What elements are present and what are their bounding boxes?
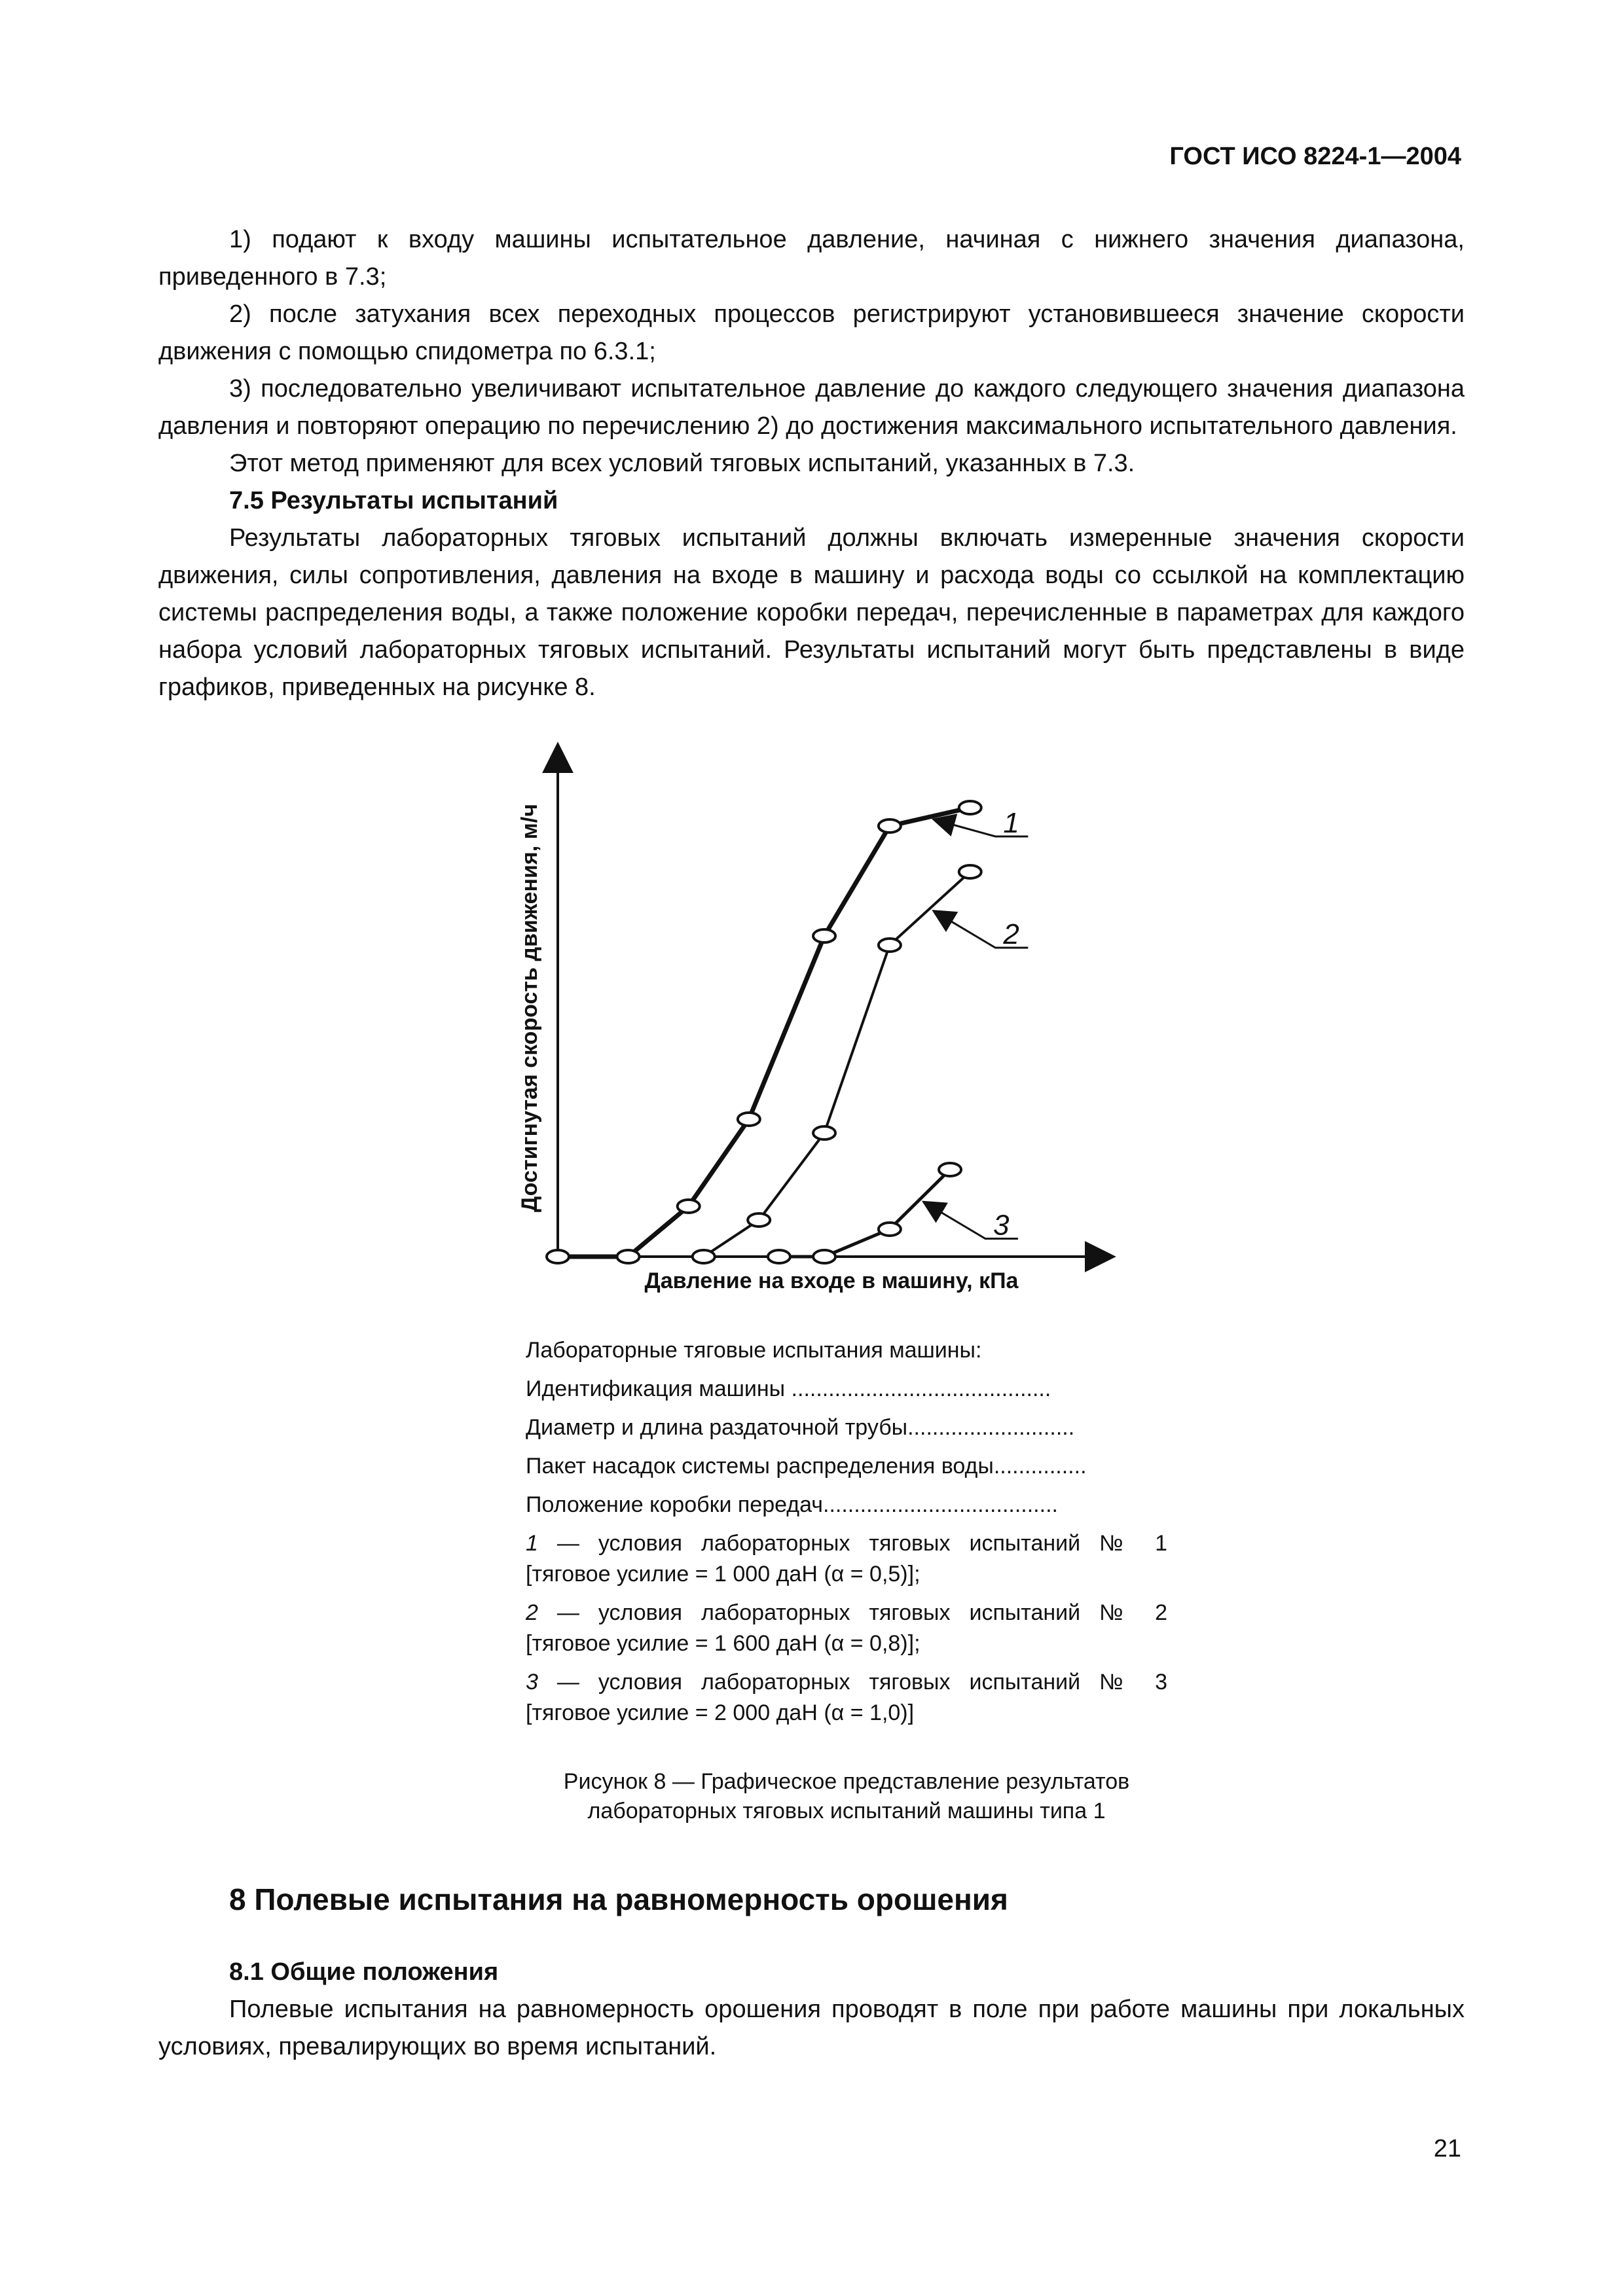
figure-caption	[526, 1767, 1167, 1826]
condition-number: 1	[526, 1531, 538, 1556]
condition-detail: [тяговое усилие = 2 000 даН (α = 1,0)]	[526, 1700, 915, 1725]
page-number: 21	[1433, 2135, 1461, 2162]
series-line	[558, 808, 970, 1257]
data-point	[748, 1213, 770, 1227]
x-axis-label: Давление на входе в машину, кПа	[644, 1268, 1019, 1293]
data-point	[813, 1250, 835, 1263]
series-label: 3	[993, 1209, 1010, 1242]
list-item: 3) последовательно увеличивают испытательное давление до каждого следующего значения диапазона давления и повторяют операцию по перечислению 2) до достижения максимального испытательного давления.	[158, 375, 1465, 440]
data-point	[813, 929, 835, 942]
subsection-heading-8-1: 8.1 Общие положения	[229, 1958, 499, 1986]
field-machine-id: Идентификация машины ..........................................	[526, 1376, 1051, 1401]
data-point	[617, 1250, 640, 1263]
caption-line: лабораторных тяговых испытаний машины типа 1	[587, 1799, 1106, 1823]
condition-number: 2	[526, 1600, 538, 1625]
condition-text: — условия лабораторных тяговых испытаний № 3	[538, 1670, 1167, 1695]
data-point	[879, 1223, 901, 1236]
condition-detail: [тяговое усилие = 1 000 даН (α = 0,5)];	[526, 1562, 921, 1587]
paragraph: Этот метод применяют для всех условий тяговых испытаний, указанных в 7.3.	[229, 450, 1135, 477]
field-pipe: Диаметр и длина раздаточной трубы...........................	[526, 1415, 1075, 1440]
list-item: 1) подают к входу машины испытательное давление, начиная с нижнего значения диапазона, приведенного в 7.3;	[158, 226, 1465, 291]
condition-text: — условия лабораторных тяговых испытаний № 1	[538, 1531, 1167, 1556]
field-gearbox: Положение коробки передач......................................	[526, 1492, 1058, 1517]
data-point	[693, 1250, 715, 1263]
data-point	[959, 801, 981, 814]
paragraph: Результаты лабораторных тяговых испытаний должны включать измеренные значения скорости движения, силы сопротивления, давления на входе в машину и расхода воды со ссылкой на комплектацию системы распределения воды, а также положение коробки передач, перечисленные в параметрах для каждого набора условий лабораторных тяговых испытаний. Результаты испытаний могут быть представлены в виде графиков, приведенных на рисунке 8.	[158, 524, 1465, 701]
data-point	[547, 1250, 569, 1263]
data-point	[678, 1200, 700, 1213]
document-code: ГОСТ ИСО 8224-1—2004	[1169, 143, 1461, 170]
data-point	[959, 865, 981, 878]
series-line	[779, 1170, 950, 1257]
section-8-body	[158, 1954, 1465, 2066]
list-item: 2) после затухания всех переходных процессов регистрируют установившееся значение скорости движения с помощью спидометра по 6.3.1;	[158, 300, 1465, 365]
section-heading-8: 8 Полевые испытания на равномерность орошения	[229, 1882, 1008, 1916]
legend-intro: Лабораторные тяговые испытания машины:	[526, 1338, 982, 1363]
series-3	[768, 1163, 1018, 1263]
condition-2	[526, 1598, 1167, 1659]
condition-number: 3	[526, 1670, 538, 1695]
condition-text: — условия лабораторных тяговых испытаний № 2	[538, 1600, 1167, 1625]
data-point	[879, 819, 901, 833]
condition-1	[526, 1528, 1167, 1590]
series-1	[547, 801, 1028, 1263]
series-line	[704, 872, 970, 1257]
condition-3	[526, 1667, 1167, 1729]
paragraph: Полевые испытания на равномерность орошения проводят в поле при работе машины при локальных условиях, превалирующих во время испытаний.	[158, 1996, 1465, 2060]
data-point	[879, 939, 901, 952]
series-label: 2	[1003, 918, 1019, 950]
data-point	[738, 1113, 760, 1126]
line-chart	[504, 733, 1133, 1302]
condition-detail: [тяговое усилие = 1 600 даН (α = 0,8)];	[526, 1631, 921, 1656]
field-nozzles: Пакет насадок системы распределения воды...............	[526, 1454, 1087, 1479]
data-point	[768, 1250, 790, 1263]
caption-line: Рисунок 8 — Графическое представление результатов	[563, 1769, 1130, 1794]
figure-8	[504, 733, 1133, 1302]
y-axis-label: Достигнутая скорость движения, м/ч	[517, 804, 542, 1212]
series-2	[693, 865, 1029, 1263]
series-label: 1	[1003, 807, 1019, 839]
series-layer	[547, 801, 1028, 1263]
figure-legend	[526, 1335, 1167, 1736]
data-point	[939, 1163, 961, 1176]
section-heading-7-5: 7.5 Результаты испытаний	[229, 487, 558, 514]
data-point	[813, 1126, 835, 1139]
intro-text	[158, 221, 1465, 706]
